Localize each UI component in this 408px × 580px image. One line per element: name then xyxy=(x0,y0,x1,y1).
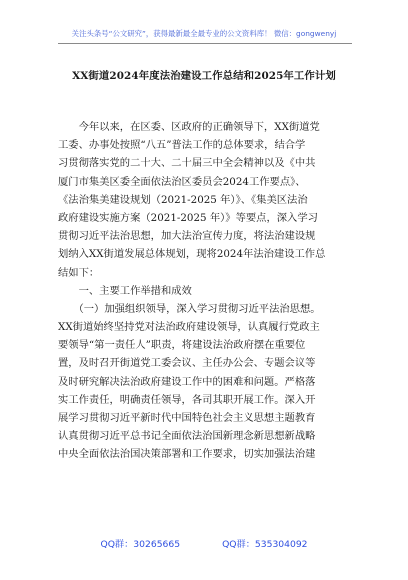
body-line: 及时研究解决法治政府建设工作中的困难和问题。严格落 xyxy=(58,375,316,388)
body-line: 工委、办事处按照“八五”普法工作的总体要求，结合学 xyxy=(58,139,306,152)
body-line: 中央全面依法治国决策部署和工作要求，切实加强法治建 xyxy=(58,448,316,461)
body-line: XX街道始终坚持党对法治政府建设领导，认真履行党政主 xyxy=(58,321,320,334)
body-line: 今年以来，在区委、区政府的正确领导下，XX街道党 xyxy=(58,121,320,133)
body-line: （一）加强组织领导，深入学习贯彻习近平法治思想。 xyxy=(58,302,321,315)
qq-group-2: QQ群：535304092 xyxy=(222,539,308,550)
document-title: XX街道2024年度法治建设工作总结和2025年工作计划 xyxy=(72,70,336,82)
body-line: 展学习贯彻习近平新时代中国特色社会主义思想主题教育 xyxy=(58,412,316,424)
header-divider xyxy=(58,43,352,44)
document-body xyxy=(58,118,358,464)
body-line: 要领导“第一责任人”职责，将建设法治政府摆在重要位 xyxy=(58,339,306,352)
footer-contact xyxy=(0,536,408,550)
body-line: 习贯彻落实党的二十大、二十届三中全会精神以及《中共 xyxy=(58,157,316,170)
body-line: 贯彻习近平法治思想，加大法治宣传力度，将法治建设规 xyxy=(58,230,316,243)
body-line: 认真贯彻习近平总书记全面依法治国新理念新思想新战略 xyxy=(58,430,316,443)
body-line: 划纳入XX街道发展总体规划，现将2024年法治建设工作总 xyxy=(58,248,326,261)
body-line: 结如下： xyxy=(58,266,100,279)
body-line: 厦门市集美区委全面依法治区委员会2024工作要点》、 xyxy=(58,175,306,188)
section-heading: 一、主要工作举措和成效 xyxy=(58,284,192,297)
body-line: 实工作责任，明确责任领导，各司其职开展工作。深入开 xyxy=(58,393,316,406)
header-note: 关注头条号“公文研究”，获得最新最全最专业的公文资料库！ 微信：gongwenyj xyxy=(71,29,337,38)
body-line: 政府建设实施方案（2021-2025 年）》等要点，深入学习 xyxy=(58,211,318,224)
qq-group-1: QQ群：30265665 xyxy=(100,539,181,550)
body-line: 置，及时召开街道党工委会议、主任办公会、专题会议等 xyxy=(58,357,316,370)
body-line: 《法治集美建设规划（2021-2025 年）》、《集美区法治 xyxy=(58,193,308,206)
